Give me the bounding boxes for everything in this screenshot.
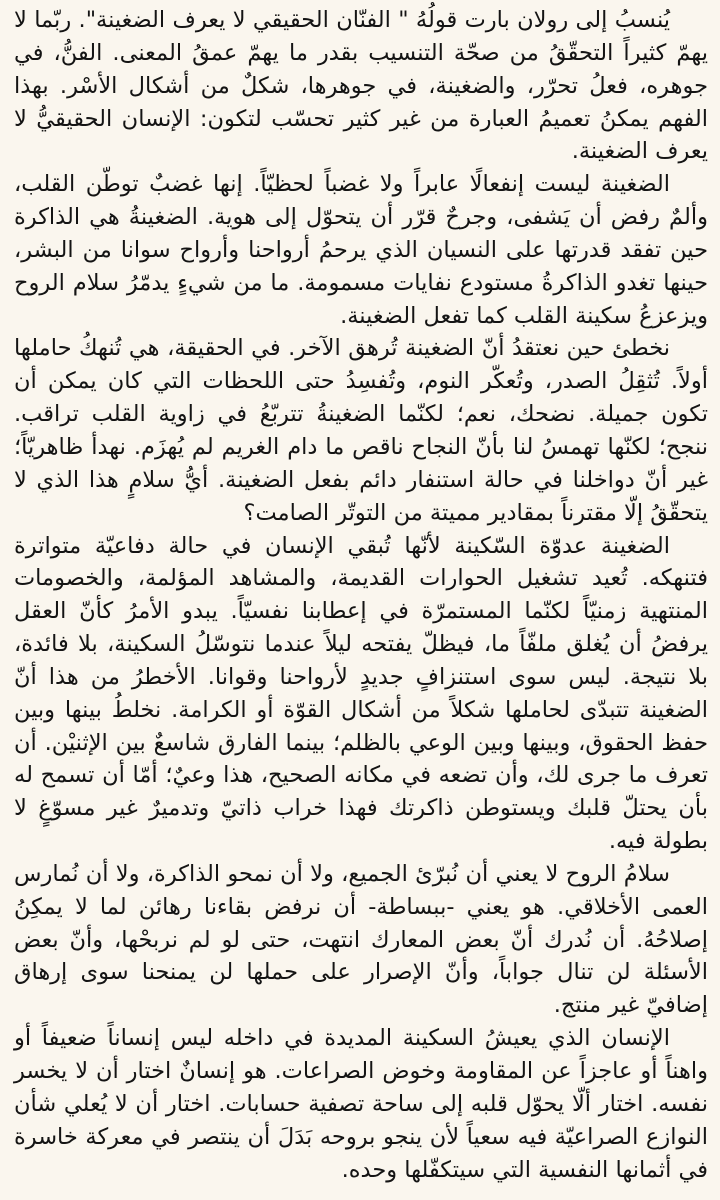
paragraph-grudge-enemy-of-serenity: الضغينة عدوّة السّكينة لأنّها تُبقي الإنسان في حالة دفاعيّة متواترة فتنهكه. تُعيد تشغيل الحوارات القديمة، والمشاهد المؤلمة، والخصومات المنتهية زمنيّاً لكنّما المستمرّة في إعطابنا نفسيّاً. يبدو الأمرُ كأنّ العقل يرفضُ أن يُغلق ملفّاً ما، فيظلّ يفتحه ليلاً عندما نتوسّلُ السكينة، بلا فائدة، بلا نتيجة. ليس سوى استنزافٍ جديدٍ لأرواحنا وقوانا. الأخطرُ من هذا أنّ الضغينة تتبدّى لحاملها شكلاً من أشكال القوّة أو الكرامة. نخلطُ بينها وبين حفظ الحقوق، وبينها وبين الوعي بالظلم؛ بينما الفارق شاسعٌ بين الإثنيْن. أن تعرف ما جرى لك، وأن تضعه في مكانه الصحيح، هذا وعيٌ؛ أمّا أن تسمح له بأن يحتلّ قلبك ويستوطن ذاكرتك فهذا خراب ذاتيّ وتدميرٌ غير مسوّغٍ لا بطولة فيه. [14, 532, 708, 855]
paragraph-definition-of-grudge: الضغينة ليست إنفعالًا عابراً ولا غضباً لحظيّاً. إنها غضبٌ توطّن القلب، وألمٌ رفض أن يَشفى، وجرحٌ قرّر أن يتحوّل إلى هوية. الضغينةُ هي الذاكرة حين تفقد قدرتها على النسيان الذي يرحمُ أرواحنا وأرواح سوانا من البشر، حينها تغدو الذاكرةُ مستودع نفايات مسمومة. ما من شيءٍ يدمّرُ سلام الروح ويزعزعُ سكينة القلب كما تفعل الضغينة. [14, 171, 708, 329]
paragraph-rolland-barthes-quote: يُنسبُ إلى رولان بارت قولُهُ " الفنّان الحقيقي لا يعرف الضغينة". ربّما لا يهمّ كثيراً التحقّقُ من صحّة التنسيب بقدر ما يهمّ عمقُ المعنى. الفنُّ، في جوهره، فعلُ تحرّر، والضغينة، في جوهرها، شكلٌ من أشكال الأسْر. بهذا الفهم يمكنُ تعميمُ العبارة من غير كثير تحسّب لتكون: الإنسان الحقيقيُّ لا يعرف الضغينة. [14, 7, 708, 165]
paragraph-grudge-exhausts-bearer: نخطئ حين نعتقدُ أنّ الضغينة تُرهق الآخر. في الحقيقة، هي تُنهكُ حاملها أولاً. تُثقِلُ الصدر، وتُعكّر النوم، وتُفسِدُ حتى اللحظات التي كان يمكن أن تكون جميلة. نضحك، نعم؛ لكنّما الضغينةُ تتربّعُ في زاوية القلب تراقب. ننجح؛ لكنّها تهمسُ لنا بأنّ النجاح ناقص ما دام الغريم لم يُهزَم. نهدأ ظاهريّاً؛ غير أنّ دواخلنا في حالة استنفار دائم بفعل الضغينة. أيُّ سلامٍ هذا الذي لا يتحقّقُ إلّا مقترناً بمقادير مميتة من التوتّر الصامت؟ [14, 335, 708, 526]
paragraph-person-of-serenity: الإنسان الذي يعيشُ السكينة المديدة في داخله ليس إنساناً ضعيفاً أو واهناً أو عاجزاً عن المقاومة وخوض الصراعات. هو إنسانٌ اختار أن لا يخسر نفسه. اختار ألّا يحوّل قلبه إلى ساحة تصفية حسابات. اختار أن لا يُعلي شأن النوازع الصراعيّة فيه سعياً لأن ينجو بروحه بَدَلَ أن ينتصر في معركة خاسرة في أثمانها النفسية التي سيتكفّلها وحده. [14, 1025, 708, 1183]
paragraph-peace-of-soul: سلامُ الروح لا يعني أن نُبرّئ الجميع، ولا أن نمحو الذاكرة، ولا أن نُمارس العمى الأخلاقي. هو يعني -ببساطة- أن نرفض بقاءنا رهائن لما لا يمكِنُ إصلاحُهُ. أن نُدرك أنّ بعض المعارك انتهت، حتى لو لم نربحْها، وأنّ بعض الأسئلة لن تنال جواباً، وأنّ الإصرار على حملها لن يمنحنا سوى إرهاق إضافيّ غير منتج. [14, 860, 708, 1019]
